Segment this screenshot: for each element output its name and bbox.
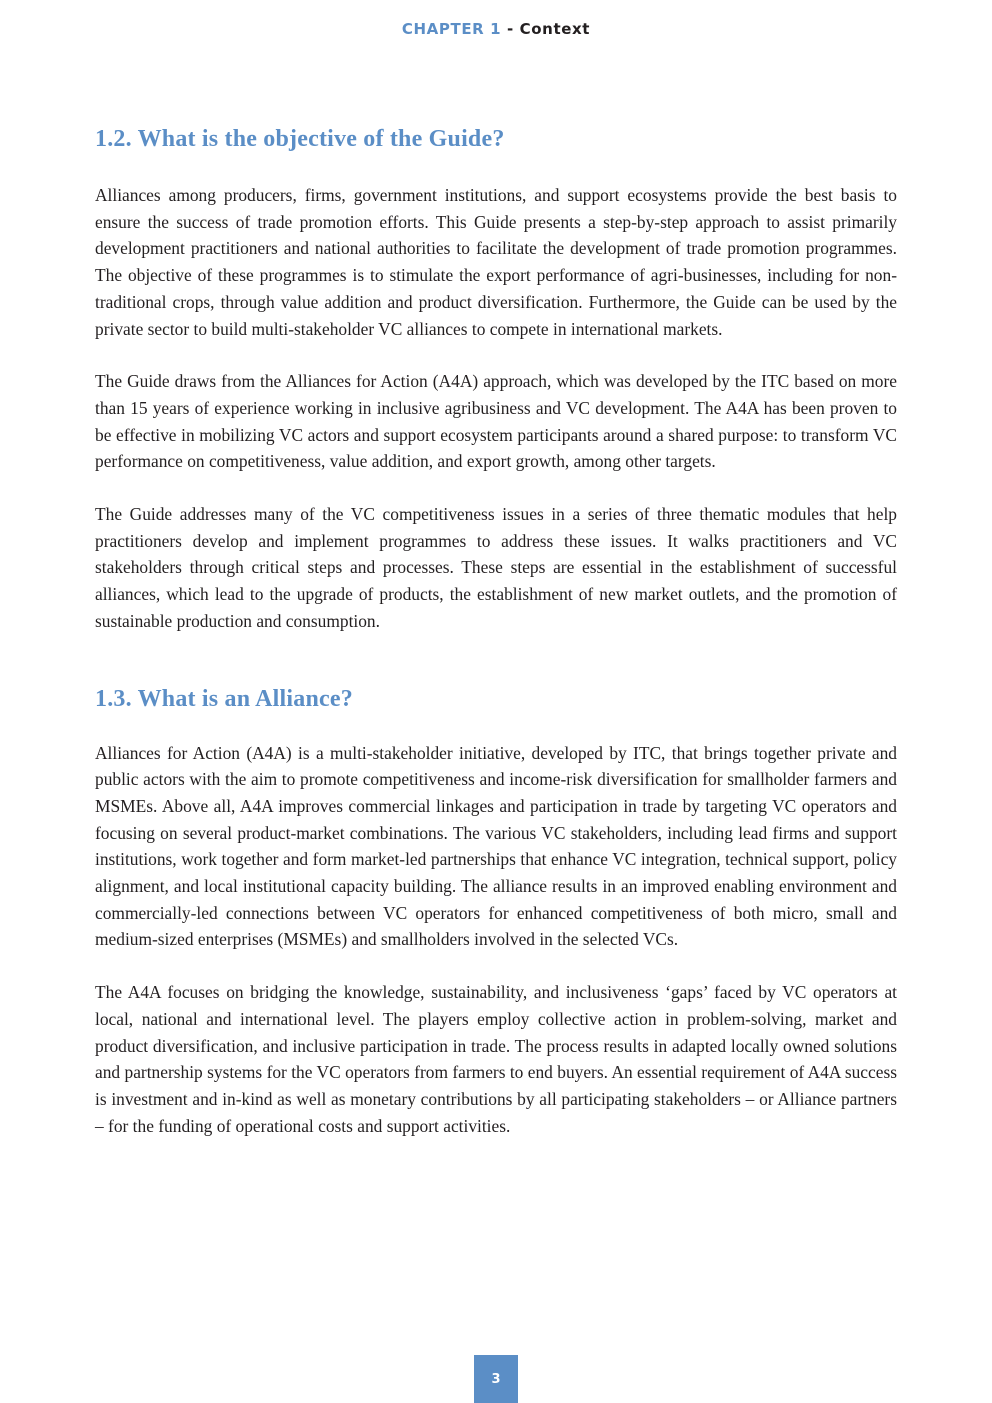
section-heading-1-2: 1.2. What is the objective of the Guide?	[95, 126, 505, 152]
section-label: Context	[519, 20, 591, 38]
paragraph: Alliances among producers, firms, government institutions, and support ecosystems provide the best basis to ensure the success of trade promotion efforts. This Guide presents a step-by-step approach to assist primarily development practitioners and national authorities to facilitate the development of trade promotion programmes. The objective of these programmes is to stimulate the export performance of agri-businesses, including for non-traditional crops, through value addition and product diversification. Furthermore, the Guide can be used by the private sector to build multi-stakeholder VC alliances to compete in international markets.	[95, 185, 897, 339]
paragraph: Alliances for Action (A4A) is a multi-stakeholder initiative, developed by ITC, that brings together private and public actors with the aim to promote competitiveness and income-risk diversification for smallholder farmers and MSMEs. Above all, A4A improves commercial linkages and participation in trade by targeting VC operators and focusing on several product-market combinations. The various VC stakeholders, including lead firms and support institutions, work together and form market-led partnerships that enhance VC integration, technical support, policy alignment, and local institutional capacity building. The alliance results in an improved enabling environment and commercially-led connections between VC operators for enhanced competitiveness of both micro, small and medium-sized enterprises (MSMEs) and smallholders involved in the selected VCs.	[95, 742, 897, 950]
page-number-badge: 3	[474, 1355, 518, 1403]
running-header	[0, 20, 992, 38]
paragraph: The Guide addresses many of the VC competitiveness issues in a series of three thematic modules that help practitioners develop and implement programmes to address these issues. It walks practitioners and VC stakeholders through critical steps and processes. These steps are essential in the establishment of successful alliances, which lead to the upgrade of products, the establishment of new market outlets, and the promotion of sustainable production and consumption.	[95, 504, 897, 631]
paragraph: The Guide draws from the Alliances for Action (A4A) approach, which was developed by the ITC based on more than 15 years of experience working in inclusive agribusiness and VC development. The A4A has been proven to be effective in mobilizing VC actors and support ecosystem participants around a shared purpose: to transform VC performance on competitiveness, value addition, and export growth, among other targets.	[95, 371, 897, 472]
page-body	[95, 122, 897, 1139]
section-heading-1-3: 1.3. What is an Alliance?	[95, 685, 353, 712]
paragraph: The A4A focuses on bridging the knowledge, sustainability, and inclusiveness ‘gaps’ faced by VC operators at local, national and international level. The players employ collective action in problem-solving, market and product diversification, and inclusive participation in trade. The process results in adapted locally owned solutions and partnership systems for the VC operators from farmers to end buyers. An essential requirement of A4A success is investment and in-kind as well as monetary contributions by all participating stakeholders – or Alliance partners – for the funding of operational costs and support activities.	[95, 982, 897, 1136]
chapter-label: CHAPTER 1	[401, 20, 502, 38]
header-separator: -	[501, 20, 520, 38]
